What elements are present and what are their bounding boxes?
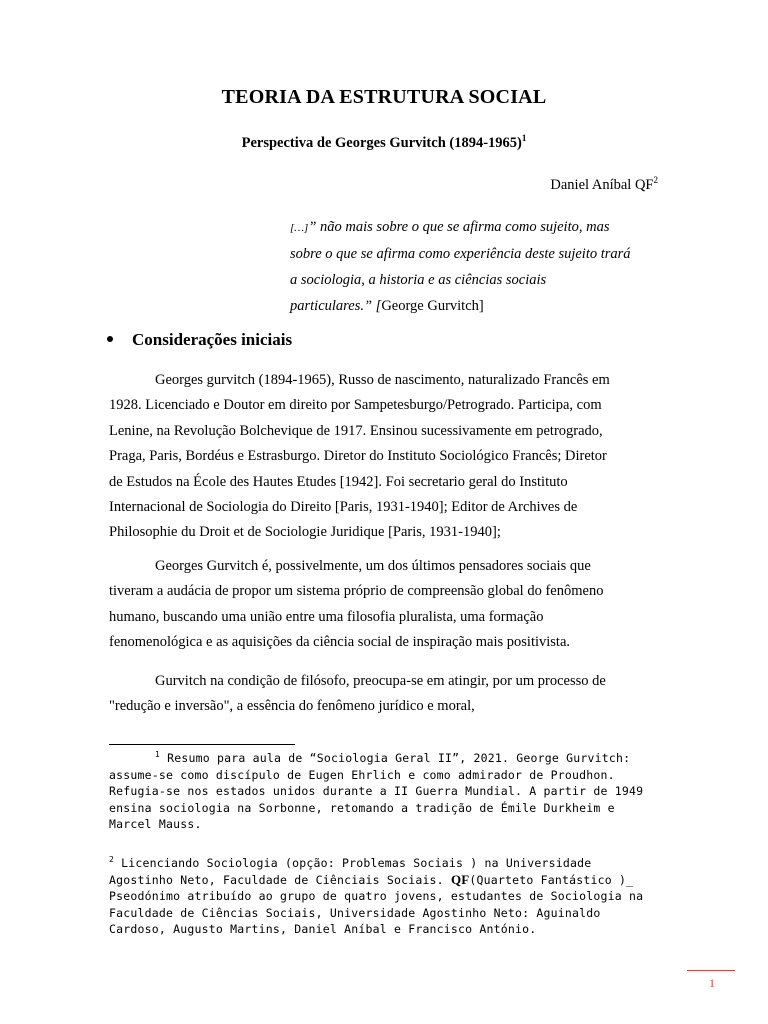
epigraph-ellipsis: […]: [290, 222, 309, 234]
paragraph-line: Gurvitch na condição de filósofo, preocupa-se em atingir, por um processo de: [155, 673, 606, 689]
document-subtitle: [0, 135, 768, 152]
paragraph-2: [109, 554, 654, 656]
footnote-1-text: Resumo para aula de “Sociologia Geral II”, 2021. George Gurvitch:: [160, 751, 631, 765]
author-line: [550, 177, 658, 194]
footnote-line: Refugia-se nos estados unidos durante a II Guerra Mundial. A partir de 1949: [109, 784, 644, 798]
paragraph-line: Lenine, na Revolução Bolchevique de 1917. Ensinou sucessivamente em petrogrado,: [109, 422, 603, 439]
paragraph-line: "redução e inversão", a essência do fenômeno jurídico e moral,: [109, 698, 475, 715]
footnote-2-qf: QF: [450, 871, 470, 887]
epigraph: [290, 214, 670, 319]
footnote-line: Cardoso, Augusto Martins, Daniel Aníbal e Francisco António.: [109, 922, 537, 936]
paragraph-1: [109, 368, 654, 546]
footnote-line: assume-se como discípulo de Eugen Ehrlich e como admirador de Proudhon.: [109, 767, 615, 782]
footnote-line: ensina sociologia na Sorbonne, retomando a tradição de Émile Durkheim e: [109, 800, 615, 815]
footnote-ref-2[interactable]: 2: [653, 175, 658, 186]
footnote-2-text: (Quarteto Fantástico )_: [469, 872, 634, 887]
epigraph-line: [290, 293, 670, 319]
paragraph-line: Praga, Paris, Bordéus e Estrasburgo. Diretor do Instituto Sociológico Francês; Diretor: [109, 448, 607, 465]
footnote-1-mark: 1: [155, 750, 161, 760]
section-heading: [132, 330, 292, 350]
page-number: 1: [709, 976, 715, 990]
footnote-line: [109, 855, 659, 872]
epigraph-line: [290, 214, 670, 241]
paragraph-line: humano, buscando uma união entre uma filosofia pluralista, uma formação: [109, 608, 544, 625]
paragraph-3: [109, 669, 654, 720]
paragraph-line: 1928. Licenciado e Doutor em direito por Sampetesburgo/Petrogrado. Participa, com: [109, 397, 602, 414]
paragraph-line: Georges gurvitch (1894-1965), Russo de nascimento, naturalizado Francês em: [155, 372, 610, 388]
page-number-rule: [687, 970, 735, 971]
epigraph-source: George Gurvitch]: [381, 298, 484, 314]
epigraph-line-3: a sociologia, a historia e as ciências sociais: [290, 272, 547, 288]
footnote-2-text: Licenciando Sociologia (opção: Problemas Sociais ) na Universidade: [114, 856, 592, 870]
paragraph-line: Internacional de Sociologia do Direito [Paris, 1931-1940]; Editor de Archives de: [109, 498, 578, 515]
paragraph-line: tiveram a audácia de propor um sistema próprio de compreensão global do fenômeno: [109, 583, 604, 600]
section-heading-text: Considerações iniciais: [132, 330, 293, 349]
epigraph-line-4: particulares.” [: [290, 298, 382, 314]
epigraph-line-1: ” não mais sobre o que se afirma como sujeito, mas: [308, 219, 610, 235]
footnote-2: [109, 855, 659, 938]
footnote-separator: [109, 744, 295, 745]
footnote-line: Pseodónimo atribuído ao grupo de quatro jovens, estudantes de Sociologia na: [109, 889, 644, 903]
footnote-line: Marcel Mauss.: [109, 817, 202, 831]
epigraph-line-2: sobre o que se afirma como experiência deste sujeito trará: [290, 246, 631, 262]
footnote-2-mark: 2: [109, 855, 115, 865]
paragraph-line: de Estudos na École des Hautes Etudes [1942]. Foi secretario geral do Instituto: [109, 473, 568, 490]
document-title: TEORIA DA ESTRUTURA SOCIAL: [221, 86, 547, 108]
footnote-ref-1[interactable]: 1: [521, 133, 527, 144]
author-name: Daniel Aníbal QF: [550, 177, 654, 193]
footnote-line: [109, 872, 659, 889]
footnote-1: [109, 750, 659, 833]
footnote-2-text: Agostinho Neto, Faculdade de Ciênciais Sociais.: [109, 872, 451, 887]
paragraph-line: fenomenológica e as aquisições da ciência social de inspiração mais positivista.: [109, 634, 571, 651]
paragraph-line: Philosophie du Droit et de Sociologie Juridique [Paris, 1931-1940];: [109, 524, 501, 541]
footnote-line: [109, 750, 659, 767]
paragraph-line: Georges Gurvitch é, possivelmente, um dos últimos pensadores sociais que: [155, 558, 591, 574]
footnote-line: Faculdade de Ciências Sociais, Universidade Agostinho Neto: Aguinaldo: [109, 905, 601, 920]
bullet-icon: [107, 336, 113, 342]
subtitle-text: Perspectiva de Georges Gurvitch (1894-1965): [241, 135, 522, 151]
